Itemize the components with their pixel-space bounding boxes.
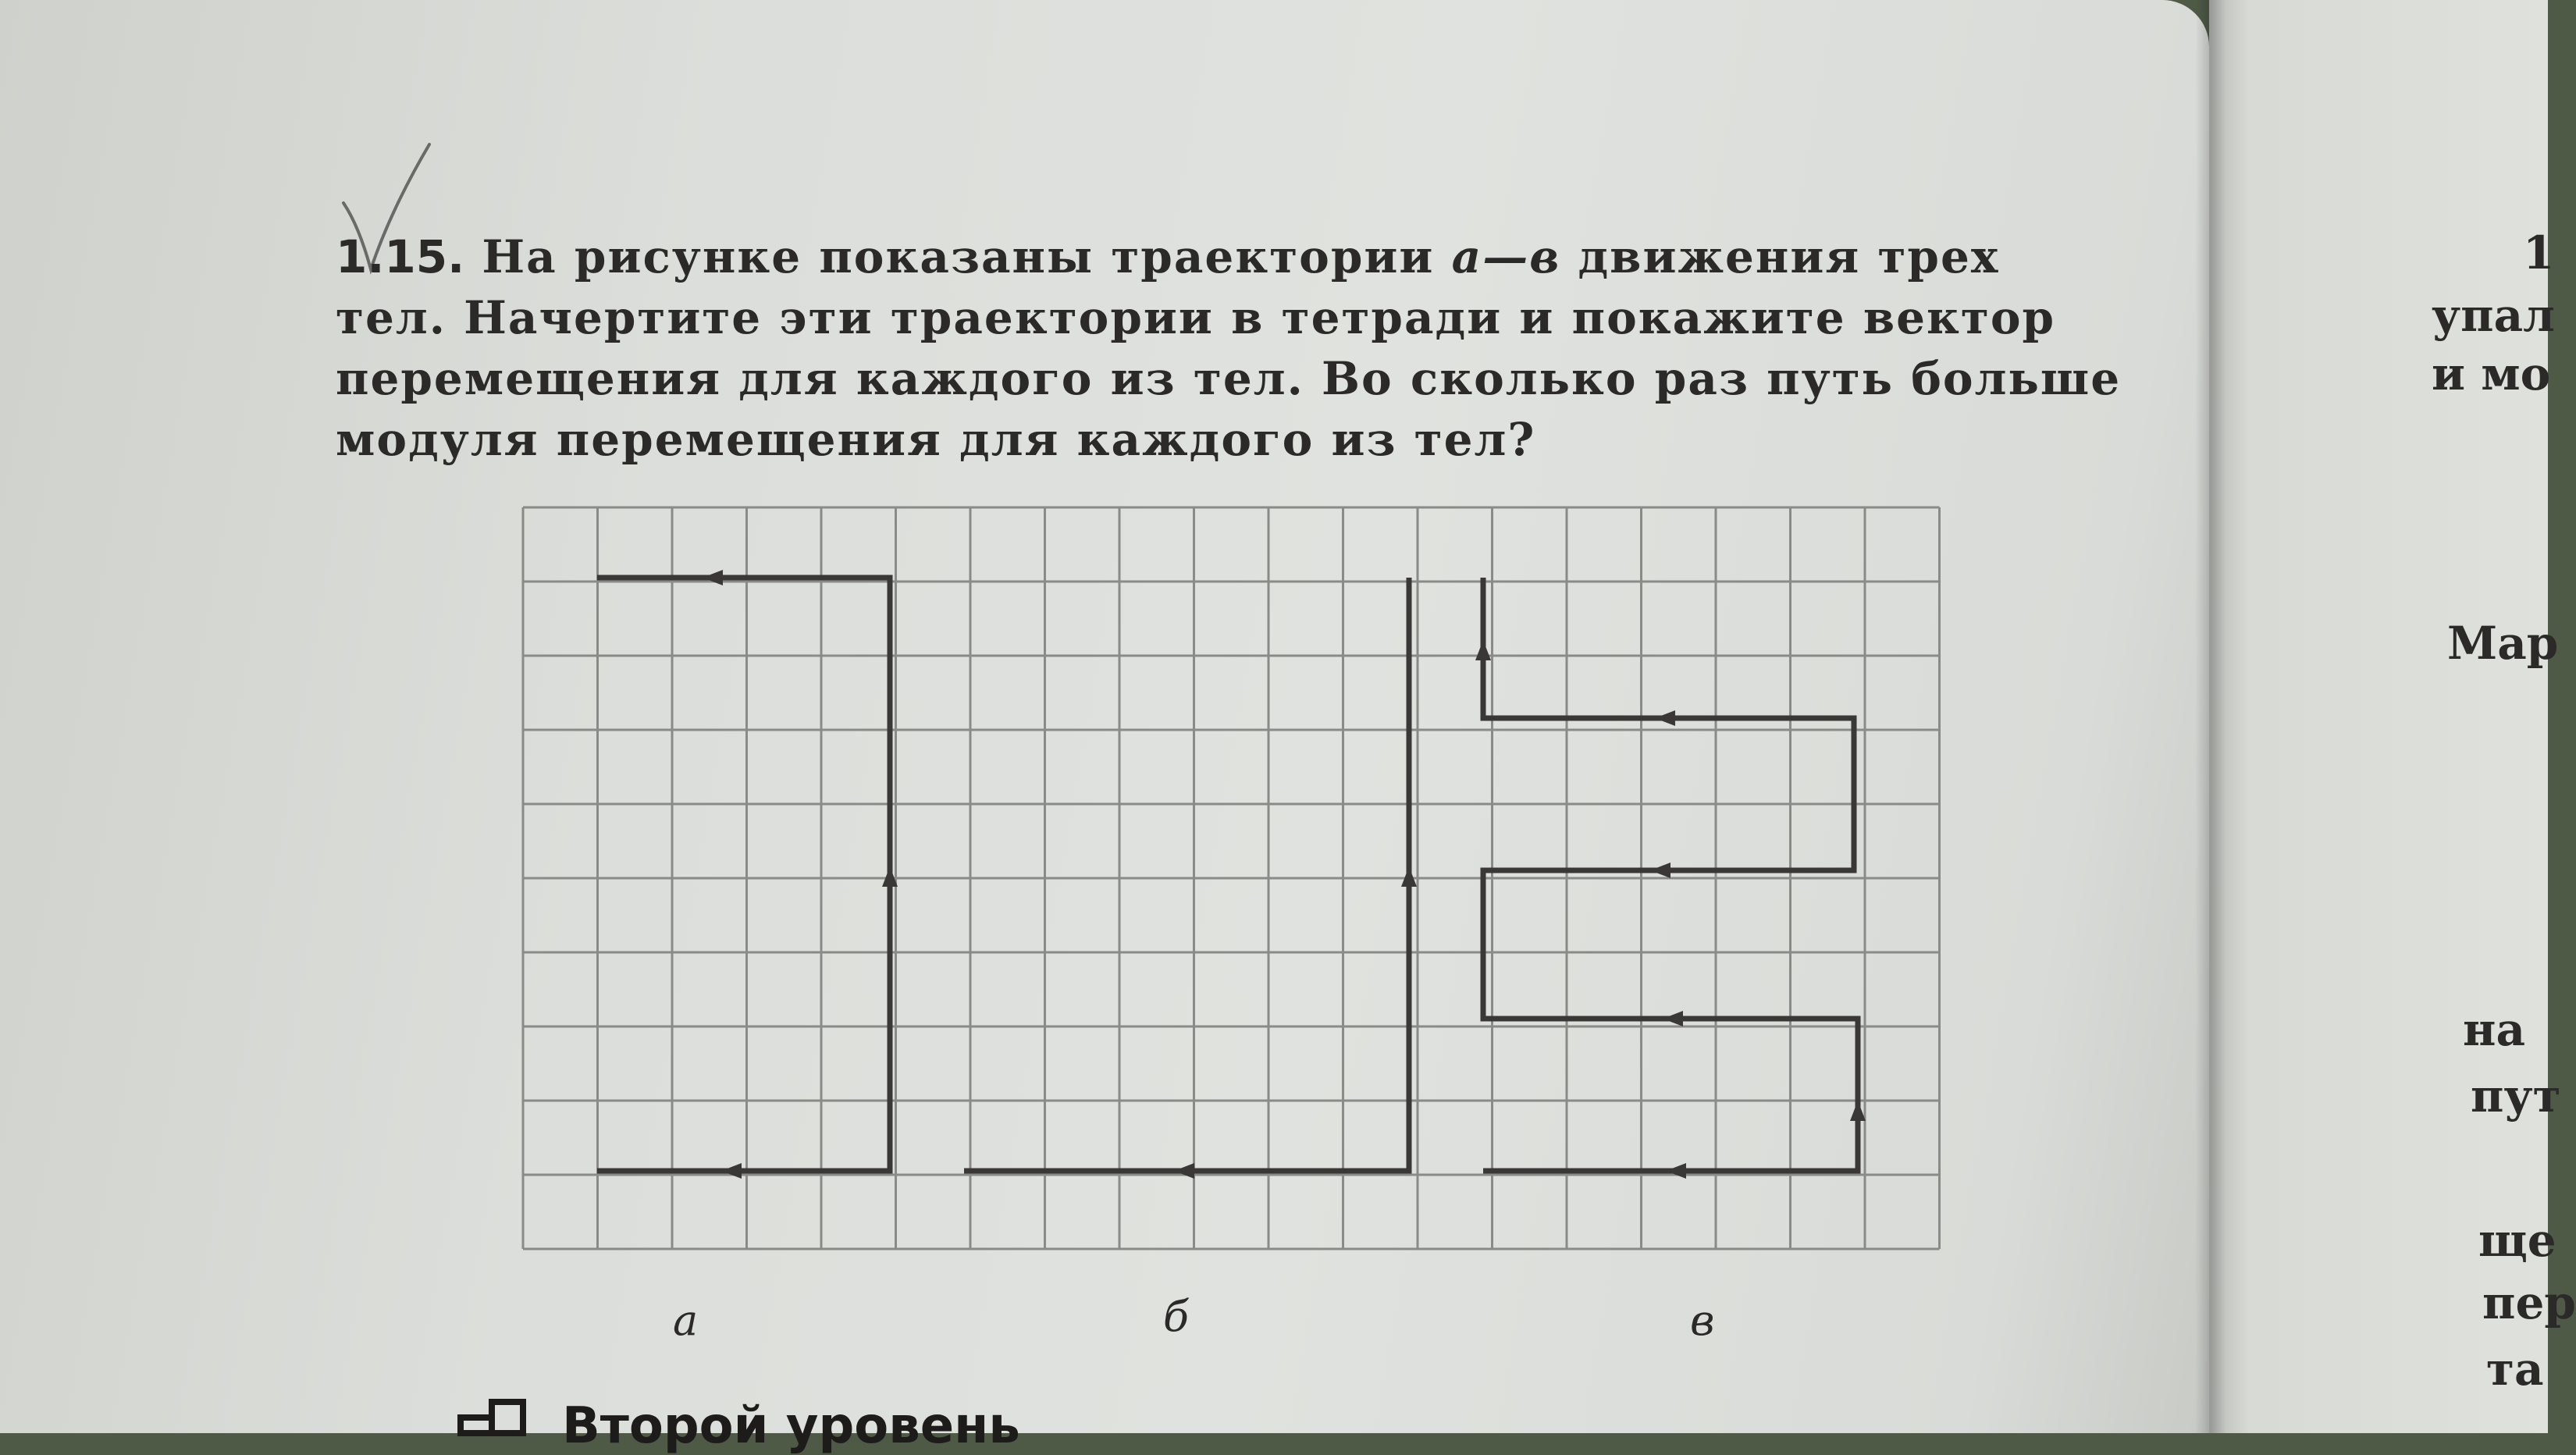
arrow-c-middle-upper: [1650, 863, 1670, 878]
right-page-text-6: пут: [2471, 1069, 2561, 1122]
arrow-c-left: [1475, 640, 1491, 660]
level-icon: [457, 1397, 550, 1433]
arrow-c-bottom: [1666, 1163, 1686, 1179]
problem-text: [336, 226, 2122, 470]
book-gutter: [2195, 0, 2226, 1433]
right-page-text-4: Мар: [2447, 617, 2559, 670]
problem-line-1: [336, 226, 2115, 287]
figure-label-b: б: [1163, 1292, 1189, 1341]
bottom-heading: Второй уровень: [562, 1397, 1020, 1455]
trajectory-grid-figure: [515, 500, 1952, 1265]
right-page-text-7: ще: [2478, 1214, 2556, 1267]
arrow-a-top: [703, 570, 723, 585]
arrow-c-upper: [1655, 710, 1675, 726]
problem-line-3: перемещения для каждого из тел. Во сколько раз путь больше: [336, 352, 2122, 405]
arrow-b-right: [1401, 866, 1417, 887]
figure-label-a: а: [673, 1296, 699, 1345]
problem-number: 1.15.: [336, 230, 465, 283]
right-page-text-8: пер: [2482, 1276, 2576, 1329]
grid-lines: [523, 507, 1940, 1249]
problem-text-part1: На рисунке показаны траектории: [464, 230, 1452, 283]
arrow-c-middle-lower: [1663, 1011, 1683, 1026]
right-page-text-9: та: [2486, 1343, 2544, 1396]
problem-text-part2: движения трех: [1560, 230, 2000, 283]
problem-line-4: модуля перемещения для каждого из тел?: [336, 413, 1536, 466]
problem-line-2: тел. Начертите эти траектории в тетради и покажите вектор: [336, 291, 2056, 344]
arrow-b-bottom: [1174, 1163, 1194, 1179]
trajectory-a: [597, 578, 890, 1171]
right-page-text-3: и мо: [2432, 347, 2551, 400]
right-page-text-5: на: [2463, 1003, 2526, 1056]
problem-text-italic: а—в: [1451, 230, 1561, 283]
right-page-text-2: упал: [2432, 289, 2556, 342]
figure-label-c: в: [1690, 1296, 1715, 1345]
right-page-text-1: 1: [2523, 226, 2555, 279]
arrow-c-right-lower: [1850, 1101, 1866, 1121]
arrow-a-bottom: [721, 1163, 742, 1179]
